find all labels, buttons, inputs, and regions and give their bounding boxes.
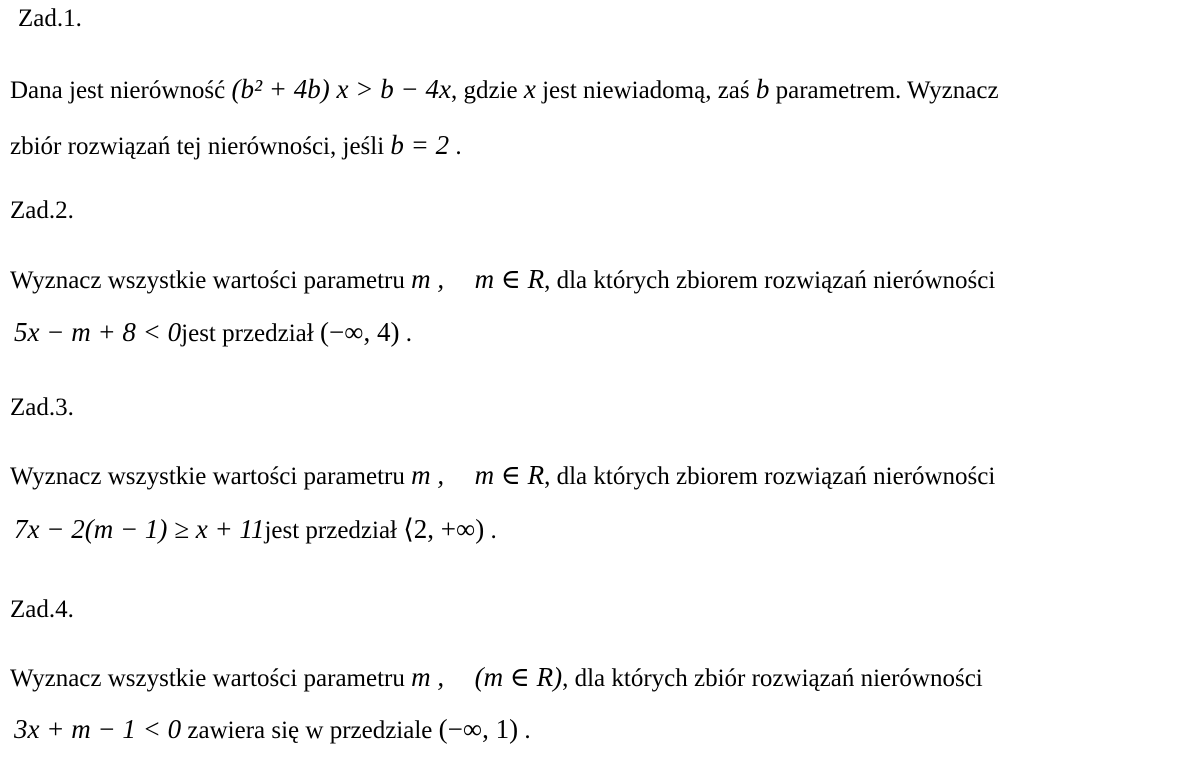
task-3-text: Wyznacz wszystkie wartości parametru: [10, 463, 405, 490]
task-3-param-domain: m ∈ R: [474, 460, 545, 490]
task-2-text: Wyznacz wszystkie wartości parametru: [10, 267, 405, 294]
task-3-line-1: [10, 458, 995, 494]
task-1-after: , gdzie: [450, 77, 518, 104]
task-2-title: Zad.2.: [10, 197, 74, 224]
task-4-interval: (−∞, 1): [438, 714, 519, 744]
task-2-period: .: [405, 320, 412, 347]
task-2-line1-end: , dla których zbiorem rozwiązań nierówności: [544, 267, 996, 294]
task-1-text: Dana jest nierówność: [10, 77, 226, 104]
task-2-line-1: [10, 262, 995, 298]
task-1-mid: jest niewiadomą, zaś: [542, 77, 750, 104]
task-1-period: .: [455, 133, 462, 160]
task-4-line1-end: , dla których zbiór rozwiązań nierówności: [562, 665, 983, 692]
task-1-expression: (b² + 4b) x > b − 4x: [231, 74, 451, 104]
task-4-line-2: [14, 712, 531, 748]
task-3-mid: jest przedział: [264, 517, 398, 544]
task-4-mid: zawiera się w przedziale: [187, 717, 433, 744]
task-3-param: m ,: [411, 460, 445, 490]
task-3-line-2: [14, 512, 497, 548]
task-1-var-x: x: [523, 74, 536, 104]
task-2-line-2: [14, 315, 412, 351]
task-1-var-b: b: [755, 74, 770, 104]
task-2-inequality: 5x − m + 8 < 0: [14, 317, 182, 347]
task-4-line-1: [10, 660, 983, 696]
task-2-param: m ,: [411, 264, 445, 294]
task-3-interval: ⟨2, +∞): [403, 514, 485, 544]
task-4-text: Wyznacz wszystkie wartości parametru: [10, 665, 405, 692]
task-3-title: Zad.3.: [10, 394, 74, 421]
task-1-line-1: [10, 72, 999, 108]
task-3-period: .: [490, 517, 497, 544]
task-1-line2-text: zbiór rozwiązań tej nierówności, jeśli: [10, 133, 385, 160]
task-1-end: parametrem. Wyznacz: [775, 77, 999, 104]
task-3-inequality: 7x − 2(m − 1) ≥ x + 11: [14, 514, 265, 544]
task-2-interval: (−∞, 4): [319, 317, 400, 347]
task-4-inequality: 3x + m − 1 < 0: [14, 714, 182, 744]
task-4-title: Zad.4.: [10, 596, 74, 623]
task-2-param-domain: m ∈ R: [474, 264, 545, 294]
task-2-mid: jest przedział: [181, 320, 314, 347]
task-1-line-2: [10, 128, 462, 164]
task-4-param-domain: (m ∈ R): [474, 662, 563, 692]
task-4-param: m ,: [411, 662, 445, 692]
task-1-condition: b = 2: [390, 130, 450, 160]
task-4-period: .: [524, 717, 531, 744]
task-1-title: Zad.1.: [18, 5, 82, 32]
task-3-line1-end: , dla których zbiorem rozwiązań nierówności: [544, 463, 996, 490]
